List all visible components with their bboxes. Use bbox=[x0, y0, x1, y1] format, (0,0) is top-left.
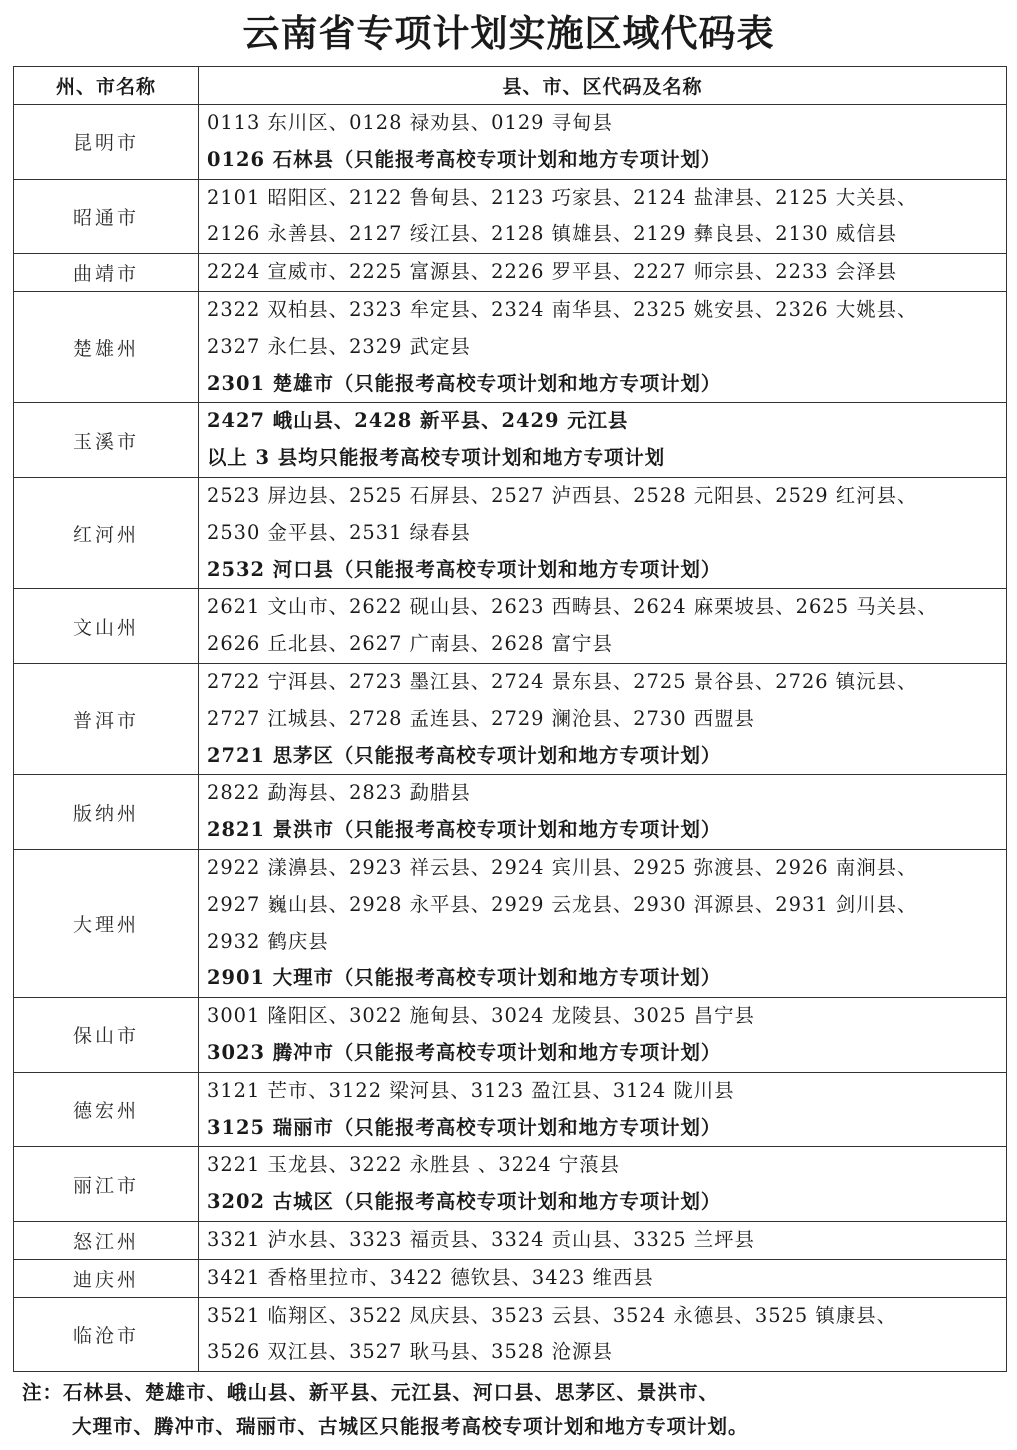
footnote-line-1: 注：石林县、楚雄市、峨山县、新平县、元江县、河口县、思茅区、景洪市、 bbox=[22, 1381, 720, 1404]
prefecture-name: 保山市 bbox=[14, 998, 199, 1073]
prefecture-name: 临沧市 bbox=[14, 1297, 199, 1372]
special-plan-line: 3023 腾冲市（只能报考高校专项计划和地方专项计划） bbox=[207, 1040, 722, 1064]
county-code-line: 3321 泸水县、3323 福贡县、3324 贡山县、3325 兰坪县 bbox=[207, 1227, 755, 1251]
county-codes-cell bbox=[199, 477, 1007, 588]
footnote-line-2: 大理市、腾冲市、瑞丽市、古城区只能报考高校专项计划和地方专项计划。 bbox=[72, 1415, 749, 1438]
table-row bbox=[14, 1221, 1007, 1259]
prefecture-name: 丽江市 bbox=[14, 1147, 199, 1222]
county-code-line: 2927 巍山县、2928 永平县、2929 云龙县、2930 洱源县、2931 剑川县、 bbox=[207, 892, 918, 916]
table-row bbox=[14, 291, 1007, 402]
county-code-line: 2822 勐海县、2823 勐腊县 bbox=[207, 781, 471, 805]
table-row bbox=[14, 1297, 1007, 1372]
county-codes-cell bbox=[199, 589, 1007, 664]
county-code-line: 2626 丘北县、2627 广南县、2628 富宁县 bbox=[207, 632, 613, 656]
table-row bbox=[14, 403, 1007, 478]
prefecture-name: 迪庆州 bbox=[14, 1259, 199, 1297]
special-plan-line: 2721 思茅区（只能报考高校专项计划和地方专项计划） bbox=[207, 743, 722, 767]
table-row bbox=[14, 477, 1007, 588]
county-code-line: 2922 漾濞县、2923 祥云县、2924 宾川县、2925 弥渡县、2926 南涧县、 bbox=[207, 855, 918, 879]
special-plan-line: 2427 峨山县、2428 新平县、2429 元江县 bbox=[207, 409, 629, 433]
prefecture-name: 曲靖市 bbox=[14, 254, 199, 292]
county-codes-cell bbox=[199, 1297, 1007, 1372]
special-plan-line: 3125 瑞丽市（只能报考高校专项计划和地方专项计划） bbox=[207, 1115, 722, 1139]
table-row bbox=[14, 179, 1007, 254]
county-codes-cell bbox=[199, 849, 1007, 997]
special-plan-line: 0126 石林县（只能报考高校专项计划和地方专项计划） bbox=[207, 147, 722, 171]
county-code-line: 2621 文山市、2622 砚山县、2623 西畴县、2624 麻栗坡县、2625 马关县、 bbox=[207, 595, 938, 619]
header-county-codes: 县、市、区代码及名称 bbox=[199, 67, 1007, 105]
county-code-line: 2101 昭阳区、2122 鲁甸县、2123 巧家县、2124 盐津县、2125 大关县、 bbox=[207, 185, 918, 209]
prefecture-name: 楚雄州 bbox=[14, 291, 199, 402]
county-codes-cell bbox=[199, 1072, 1007, 1147]
header-prefecture: 州、市名称 bbox=[14, 67, 199, 105]
prefecture-name: 德宏州 bbox=[14, 1072, 199, 1147]
county-code-line: 3001 隆阳区、3022 施甸县、3024 龙陵县、3025 昌宁县 bbox=[207, 1004, 755, 1028]
county-codes-cell bbox=[199, 775, 1007, 850]
special-plan-line: 以上 3 县均只能报考高校专项计划和地方专项计划 bbox=[207, 446, 666, 470]
county-codes-cell bbox=[199, 403, 1007, 478]
county-codes-cell bbox=[199, 179, 1007, 254]
county-code-line: 2932 鹤庆县 bbox=[207, 929, 329, 953]
prefecture-name: 版纳州 bbox=[14, 775, 199, 850]
county-code-line: 2224 宣威市、2225 富源县、2226 罗平县、2227 师宗县、2233 会泽县 bbox=[207, 260, 897, 284]
county-code-line: 3526 双江县、3527 耿马县、3528 沧源县 bbox=[207, 1340, 613, 1364]
county-code-line: 2327 永仁县、2329 武定县 bbox=[207, 334, 471, 358]
county-codes-cell bbox=[199, 998, 1007, 1073]
county-code-line: 3221 玉龙县、3222 永胜县 、3224 宁蒗县 bbox=[207, 1153, 620, 1177]
county-codes-cell bbox=[199, 1221, 1007, 1259]
county-code-line: 2523 屏边县、2525 石屏县、2527 泸西县、2528 元阳县、2529 红河县、 bbox=[207, 483, 918, 507]
table-row bbox=[14, 1259, 1007, 1297]
prefecture-name: 玉溪市 bbox=[14, 403, 199, 478]
special-plan-line: 2901 大理市（只能报考高校专项计划和地方专项计划） bbox=[207, 966, 722, 990]
county-code-line: 2530 金平县、2531 绿春县 bbox=[207, 520, 471, 544]
page-title: 云南省专项计划实施区域代码表 bbox=[242, 11, 775, 55]
county-code-line: 2722 宁洱县、2723 墨江县、2724 景东县、2725 景谷县、2726 镇沅县、 bbox=[207, 669, 918, 693]
county-codes-cell bbox=[199, 254, 1007, 292]
special-plan-line: 2532 河口县（只能报考高校专项计划和地方专项计划） bbox=[207, 557, 722, 581]
county-codes-cell bbox=[199, 105, 1007, 180]
prefecture-name: 昭通市 bbox=[14, 179, 199, 254]
county-codes-cell bbox=[199, 663, 1007, 774]
prefecture-name: 大理州 bbox=[14, 849, 199, 997]
table-row bbox=[14, 663, 1007, 774]
county-code-line: 2322 双柏县、2323 牟定县、2324 南华县、2325 姚安县、2326 大姚县、 bbox=[207, 297, 918, 321]
county-code-line: 3521 临翔区、3522 凤庆县、3523 云县、3524 永德县、3525 镇康县、 bbox=[207, 1303, 897, 1327]
table-row bbox=[14, 849, 1007, 997]
county-codes-cell bbox=[199, 291, 1007, 402]
prefecture-name: 红河州 bbox=[14, 477, 199, 588]
table-row bbox=[14, 1072, 1007, 1147]
county-code-line: 2727 江城县、2728 孟连县、2729 澜沧县、2730 西盟县 bbox=[207, 706, 755, 730]
footnote bbox=[22, 1376, 1012, 1444]
table-row bbox=[14, 775, 1007, 850]
region-code-table bbox=[13, 66, 1007, 1372]
county-code-line: 3121 芒市、3122 梁河县、3123 盈江县、3124 陇川县 bbox=[207, 1078, 735, 1102]
table-header-row bbox=[14, 67, 1007, 105]
special-plan-line: 2301 楚雄市（只能报考高校专项计划和地方专项计划） bbox=[207, 371, 722, 395]
special-plan-line: 3202 古城区（只能报考高校专项计划和地方专项计划） bbox=[207, 1190, 722, 1214]
table-body bbox=[14, 105, 1007, 1372]
special-plan-line: 2821 景洪市（只能报考高校专项计划和地方专项计划） bbox=[207, 818, 722, 842]
county-codes-cell bbox=[199, 1147, 1007, 1222]
county-codes-cell bbox=[199, 1259, 1007, 1297]
table-row bbox=[14, 589, 1007, 664]
county-code-line: 0113 东川区、0128 禄劝县、0129 寻甸县 bbox=[207, 111, 613, 134]
county-code-line: 2126 永善县、2127 绥江县、2128 镇雄县、2129 彝良县、2130 威信县 bbox=[207, 222, 897, 246]
prefecture-name: 普洱市 bbox=[14, 663, 199, 774]
table-row bbox=[14, 1147, 1007, 1222]
table-row bbox=[14, 105, 1007, 180]
prefecture-name: 昆明市 bbox=[14, 105, 199, 180]
prefecture-name: 文山州 bbox=[14, 589, 199, 664]
table-row bbox=[14, 254, 1007, 292]
table-row bbox=[14, 998, 1007, 1073]
prefecture-name: 怒江州 bbox=[14, 1221, 199, 1259]
county-code-line: 3421 香格里拉市、3422 德钦县、3423 维西县 bbox=[207, 1265, 654, 1289]
